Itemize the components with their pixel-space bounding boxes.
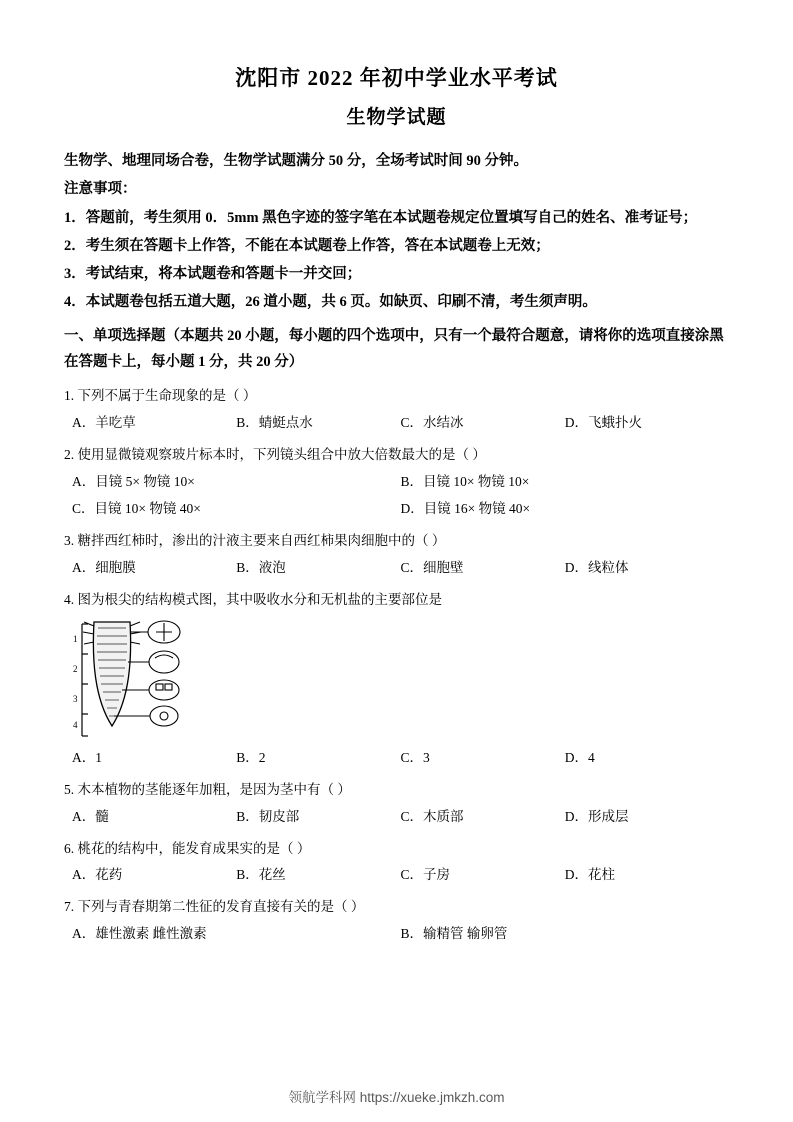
page-title: 沈阳市 2022 年初中学业水平考试 <box>235 66 558 90</box>
option-b[interactable]: B．2 <box>236 749 266 765</box>
option-b[interactable]: B．蜻蜓点水 <box>236 415 313 431</box>
svg-text:1: 1 <box>73 633 78 644</box>
question-stem: 5. 木本植物的茎能逐年加粗，是因为茎中有（ ） <box>64 781 351 797</box>
option-a[interactable]: A．髓 <box>72 808 109 824</box>
question-stem: 7. 下列与青春期第二性征的发育直接有关的是（ ） <box>64 899 365 915</box>
section-heading-single-choice: 一、单项选择题（本题共 20 小题，每小题的四个选项中，只有一个最符合题意，请将你的选项直接涂黑在答题卡上，每小题 1 分，共 20 分） <box>64 327 724 371</box>
option-b[interactable]: B．目镜 10× 物镜 10× <box>400 474 530 490</box>
page-footer: 领航学科网 https://xueke.jmkzh.com <box>288 1090 505 1105</box>
svg-text:3: 3 <box>73 693 78 704</box>
page-subtitle: 生物学试题 <box>346 107 447 128</box>
option-b[interactable]: B．花丝 <box>236 867 286 883</box>
option-d[interactable]: D．线粒体 <box>564 559 629 575</box>
option-b[interactable]: B．液泡 <box>236 559 286 575</box>
exam-intro: 生物学、地理同场合卷，生物学试题满分 50 分，全场考试时间 90 分钟。 <box>64 153 528 169</box>
question-options <box>64 806 729 829</box>
svg-text:4: 4 <box>73 719 78 730</box>
notice-item-4: 4．本试题卷包括五道大题，26 道小题，共 6 页。如缺页、印刷不清，考生须声明。 <box>64 294 597 311</box>
question-stem: 6. 桃花的结构中，能发育成果实的是（ ） <box>64 840 311 856</box>
question-stem: 3. 糖拌西红柿时，渗出的汁液主要来自西红柿果肉细胞中的（ ） <box>64 532 446 548</box>
question-stem: 1. 下列不属于生命现象的是（ ） <box>64 388 257 404</box>
option-c[interactable]: C．细胞壁 <box>400 559 464 575</box>
question-options <box>64 864 729 887</box>
option-c[interactable]: C．水结冰 <box>400 415 464 431</box>
question-options <box>64 747 729 770</box>
option-c[interactable]: C．木质部 <box>400 808 464 824</box>
question-stem: 2. 使用显微镜观察玻片标本时，下列镜头组合中放大倍数最大的是（ ） <box>64 447 486 463</box>
option-a[interactable]: A．细胞膜 <box>72 559 136 575</box>
notice-heading: 注意事项： <box>64 181 137 198</box>
option-d[interactable]: D．形成层 <box>564 808 629 824</box>
question-options <box>64 923 729 946</box>
svg-text:2: 2 <box>73 663 78 674</box>
option-c[interactable]: C．3 <box>400 749 430 765</box>
option-a[interactable]: A．羊吃草 <box>72 415 136 431</box>
option-c[interactable]: C．目镜 10× 物镜 40× <box>72 500 201 516</box>
option-d[interactable]: D．目镜 16× 物镜 40× <box>400 500 531 516</box>
option-c[interactable]: C．子房 <box>400 867 451 883</box>
option-a[interactable]: A．目镜 5× 物镜 10× <box>72 474 195 490</box>
option-b[interactable]: B．韧皮部 <box>236 808 300 824</box>
option-a[interactable]: A．雄性激素 雌性激素 <box>72 926 207 942</box>
option-d[interactable]: D．花柱 <box>564 867 615 883</box>
notice-item-1: 1．答题前，考生须用 0．5mm 黑色字迹的签字笔在本试题卷规定位置填写自己的姓名、准考证号； <box>64 209 698 226</box>
notice-item-3: 3．考试结束，将本试题卷和答题卡一并交回； <box>64 266 362 283</box>
notice-item-2: 2．考生须在答题卡上作答，不能在本试题卷上作答，答在本试题卷上无效； <box>64 237 550 254</box>
question-options <box>64 471 729 494</box>
option-d[interactable]: D．4 <box>564 749 595 765</box>
question-stem: 4. 图为根尖的结构模式图，其中吸收水分和无机盐的主要部位是 <box>64 591 442 607</box>
option-b[interactable]: B．输精管 输卵管 <box>400 926 508 942</box>
question-options <box>64 557 729 580</box>
root-tip-figure <box>72 618 282 743</box>
question-options <box>64 412 729 435</box>
root-tip-diagram <box>64 618 729 743</box>
option-d[interactable]: D．飞蛾扑火 <box>564 415 642 431</box>
option-a[interactable]: A．花药 <box>72 867 123 883</box>
option-a[interactable]: A．1 <box>72 749 102 765</box>
question-options <box>64 498 729 521</box>
